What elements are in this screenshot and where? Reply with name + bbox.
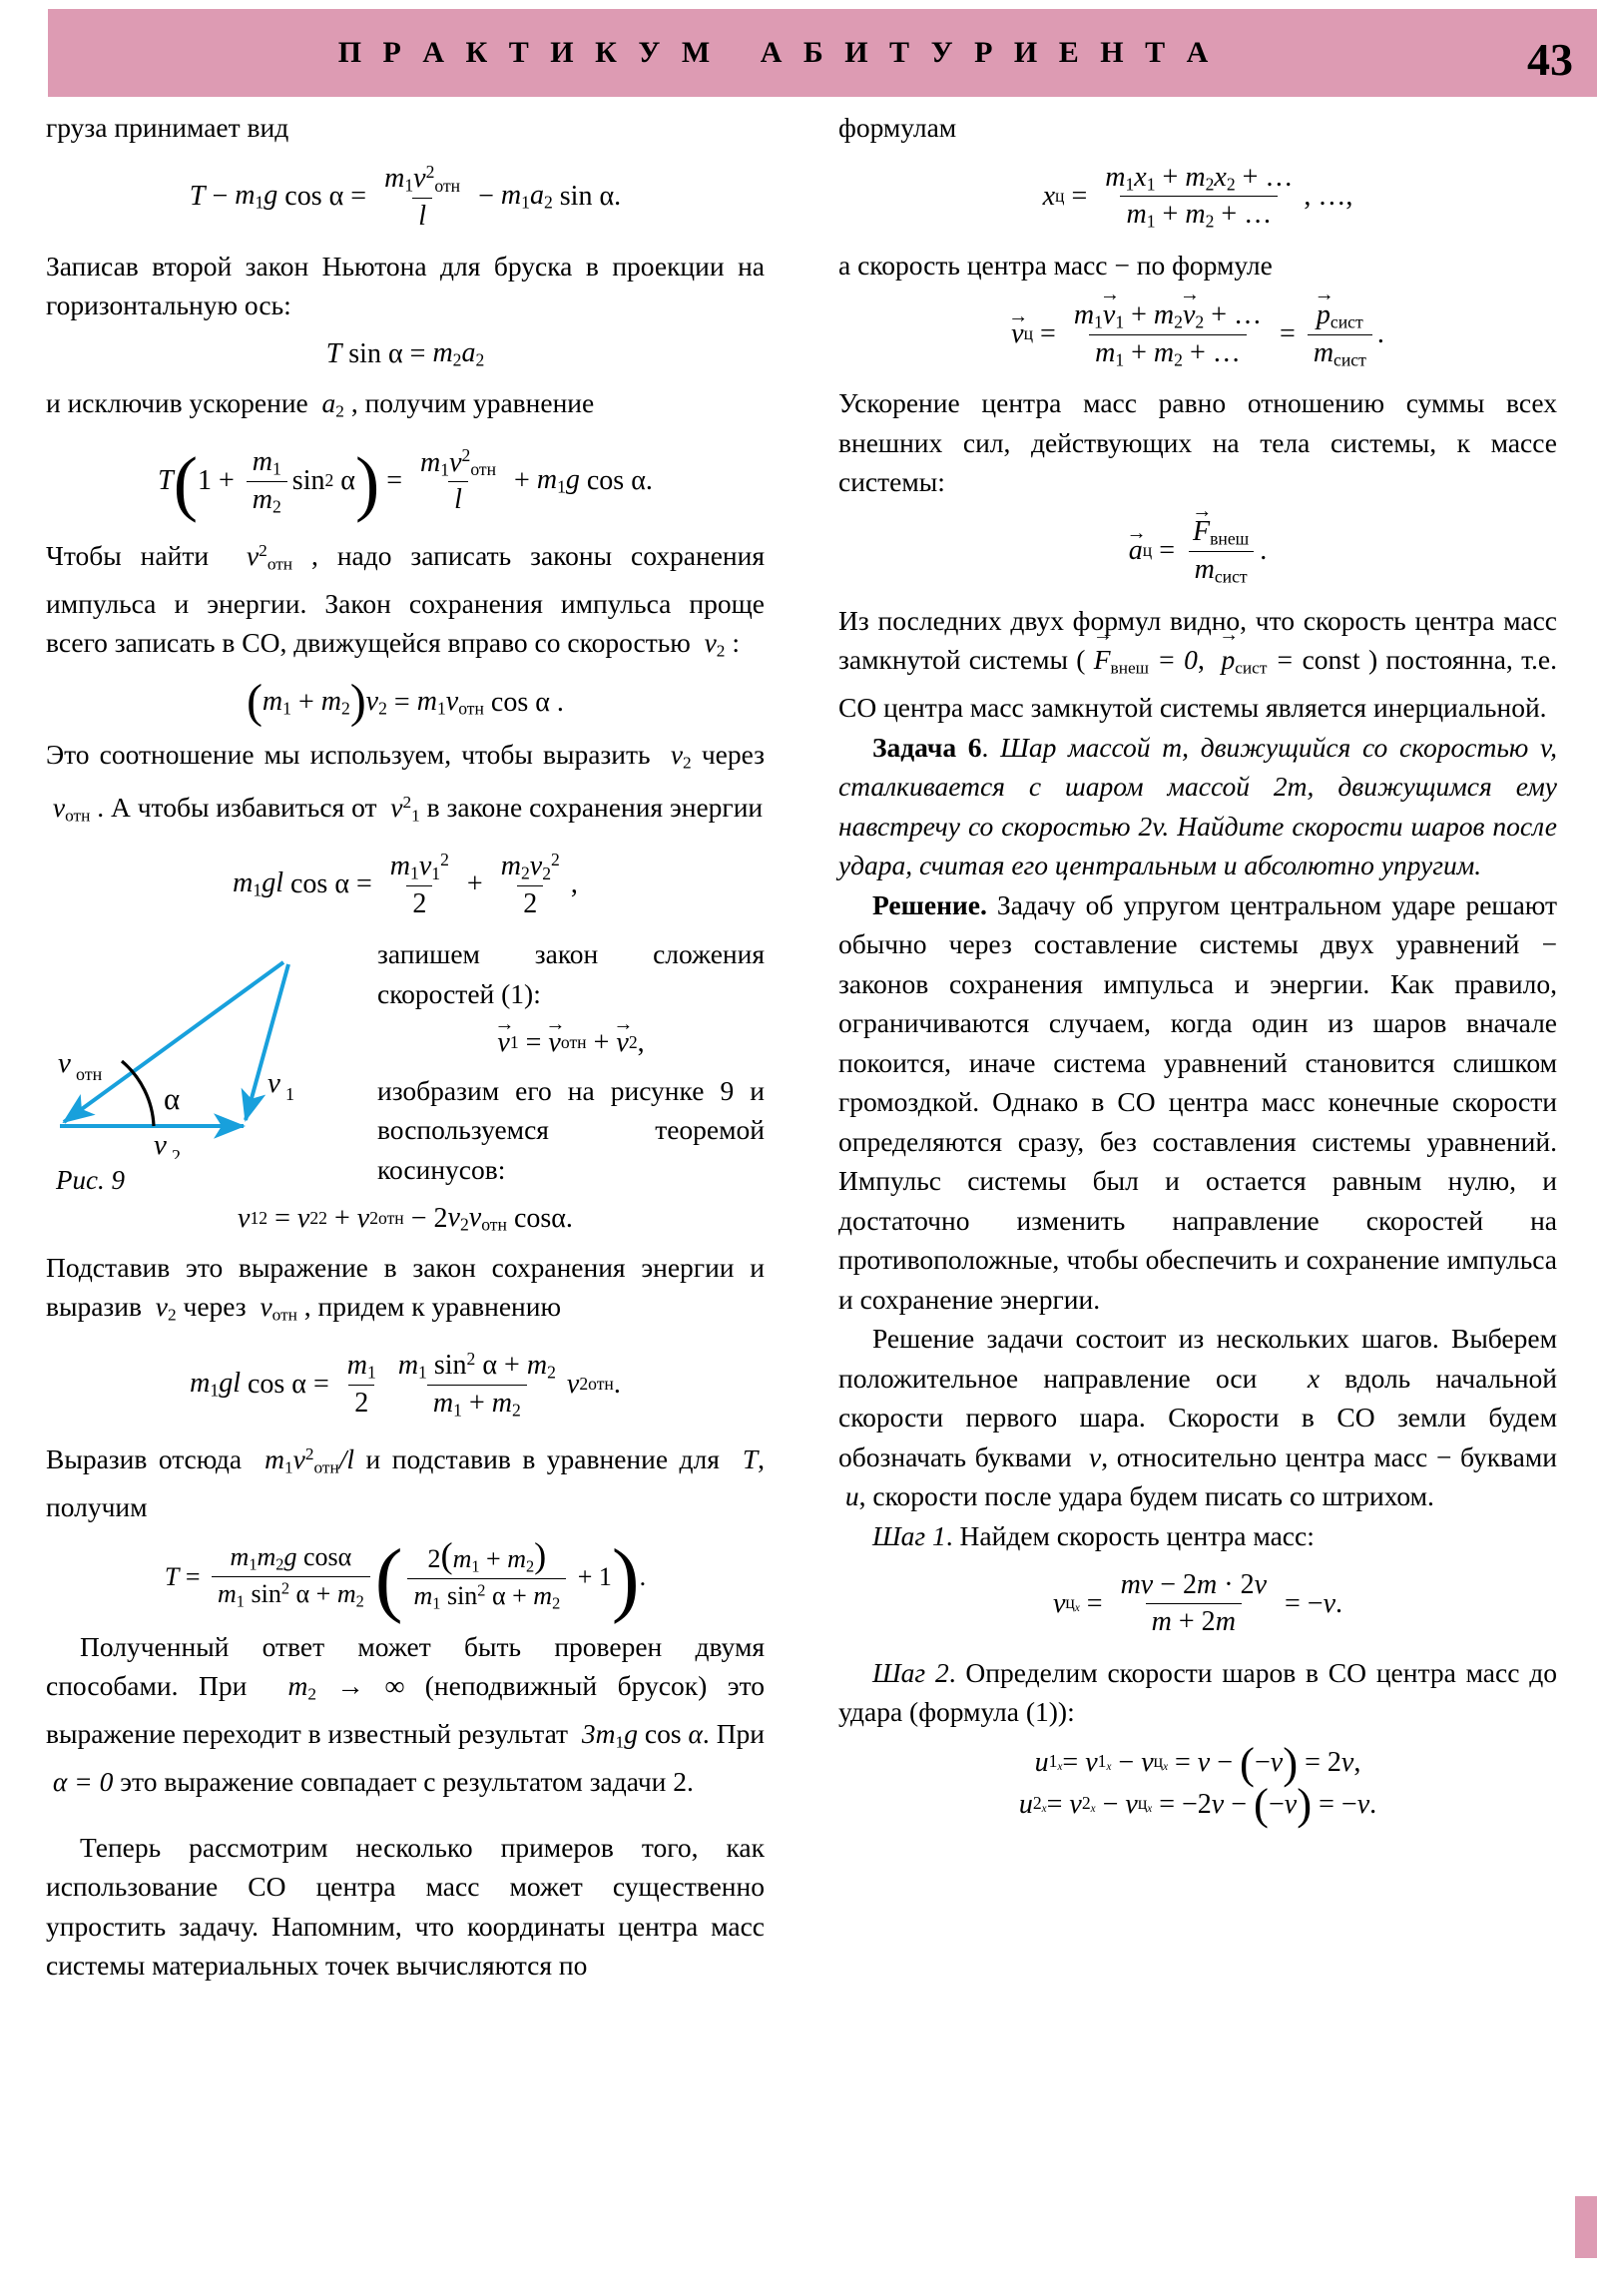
figure-9 [46,940,363,1196]
paragraph-l3-c: , получим уравнение [350,387,595,419]
paragraph-l6: запишем закон сложения скоростей (1): [377,938,765,1009]
solution-p2-c: вдоль начальной скорости первого шара. Скорости в СО земли будем обозначать буквами [838,1362,1558,1472]
page-number: 43 [1527,34,1573,85]
paragraph-l5-e: . А чтобы избавиться от [97,791,377,823]
paragraph-spacer [46,1802,765,1828]
page-body [0,108,1597,2284]
label-alpha: α [164,1081,181,1117]
task-statement: Шар массой m, движущийся со скоростью v, сталкивается с шаром массой 2m, движущимся ему навстречу со скоростью 2v. Найдите скорости шаров после удара, считая его центральным и абсолютно упругим. [838,731,1557,881]
paragraph-solution-1 [838,885,1557,1320]
right-column [838,108,1557,1837]
paragraph-l5-c: через [701,738,766,770]
equation-l9: T = $\frac{m_1m_2g \cos\alpha}{m_1 \sin^2 \alpha + m_2}$ ( $\frac{2(m_1 + m_2)}{m_1 \sin^2 \alpha + m_2}$ + 1 ) . [164,1531,647,1624]
angle-arc [122,1061,154,1126]
paragraph-r4-c: , [1197,644,1205,676]
equation-l6: v → 1 = v → отн + v → 2 , [46,1027,765,1057]
solution-label: Решение. [872,888,987,920]
label-v2-sub: 2 [172,1146,181,1160]
paragraph-l9: Выразив отсюда $m_1v^2_{отн}/l$ и подставив в уравнение для T, получим [46,1443,766,1523]
paragraph-l10: Полученный ответ может быть проверен двумя способами. При $m_2$ → ∞ (неподвижный брусок) это выражение переходит в известный результат $3m_1g$ cos α. При α = 0 это выражение совпадает с результатом задачи 2. [46,1630,766,1798]
paragraph-l3: и исключив ускорение $a_2$ , получим уравнение [46,387,595,421]
paragraph-l10-a: Полученный ответ может быть проверен двумя способами. При [46,1630,765,1702]
paragraph-r4-a: Из последних двух формул видно, что скорость центра масс замкнутой системы ( [838,604,1557,676]
task-dot: . [981,731,989,763]
equation-r3: a → ц = $\frac{F \to_{внеш}}{m_{сист}}$ . [838,516,1557,587]
paragraph-step-1 [838,1516,1557,1556]
figure-caption: Рис. 9 [56,1165,125,1196]
equation-l7: v 1 2 = v 2 2 + v 2 отн − 2 $v_2v_{отн}$ cos α. [238,1201,573,1235]
solution-p2-h: , скорости после удара будем писать со штрихом. [858,1480,1434,1512]
paragraph-l5: Это соотношение мы используем, чтобы выразить $v_2$ через $v_{отн}$ . А чтобы избавиться от $v^2_1$ в законе сохранения энергии [46,738,766,826]
equation-r5: u 1x = v 1x − v цx = v − ( − v ) = 2 v , [1034,1737,1361,1788]
left-column [46,108,765,1986]
paragraph-l3-a: и исключив ускорение [46,387,308,419]
paragraph-l9-a: Выразив отсюда [46,1443,243,1475]
solution-p2-f: буквами [1460,1440,1558,1472]
paragraph-l10-e: . При [702,1718,766,1750]
paragraph-l4-e: : [732,627,740,659]
step-1-label: Шаг 1 [872,1519,946,1551]
paragraph-l8-e: , придем к уравнению [303,1291,562,1323]
label-v1: v [267,1067,280,1100]
equation-l4: ( $m_1$ + $m_2$ ) $v_2$ = $m_1v_{отн}$ cos α . [247,676,564,729]
paragraph-l4-c: , надо записать законы сохранения импульса и энергии. Закон сохранения импульса проще всего записать в СО, движущейся вправо со скоростью [46,539,765,659]
paragraph-l10-g: это выражение совпадает с результатом задачи 2. [120,1766,694,1798]
page-edge-tab [1575,2196,1597,2258]
equation-r2: v → ц = $\frac{m_1v \to_1 + m_2v \to_2 + \dots}{m_1 + m_2 + \dots}$ = $\frac{p \to_{сист}}{m_{сист}}$ . [838,299,1557,370]
paragraph-l8-a: Подставив это выражение в закон сохранения энергии и выразив [46,1251,765,1323]
equation-r6: u 2x = v 2x − v цx = −2 v − ( − v ) = − v . [1018,1779,1377,1830]
paragraph-l4-a: Чтобы найти [46,539,210,571]
solution-body-1: Задачу об упругом центральном ударе решают обычно через составление системы двух уравнений − законов сохранения импульса и энергии. Как правило, ограничиваются случаем, когда один из шаров вначале покоится, иначе система уравнений становится слишком громоздкой. Однако в СО центра масс конечные скорости определяются сразу, без составления системы уравнений. Импульс системы был и остается равным нулю, и достаточно изменить направление скоростей на противоположные, чтобы обеспечить и сохранение импульса и сохранение энергии. [838,888,1557,1315]
paragraph-l7: изобразим его на рисунке 9 и воспользуемся теоремой косинусов: [377,1074,765,1185]
paragraph-solution-2: Решение задачи состоит из нескольких шагов. Выберем положительное направление оси x вдоль начальной скорости первого шара. Скорости в СО земли будем обозначать буквами v, относительно центра масс − буквами u, скорости после удара будем писать со штрихом. [838,1323,1558,1512]
running-head-band [48,9,1597,97]
equation-r4: v цx = $\frac{mv - 2m \cdot 2v}{m + 2m}$ = − v . [1052,1569,1343,1638]
equation-l5: $m_1gl$ cos α = $\frac{m_1v_1^2}{2}$ + $\frac{m_2v_2^2}{2}$ , [233,849,578,919]
paragraph-r1: формулам [838,112,957,143]
paragraph-l5-g: в законе сохранения энергии [426,791,764,823]
label-v-otn: v [58,1047,71,1080]
paragraph-l10-c: (неподвижный брусок) это выражение переходит в известный результат [46,1670,765,1750]
paragraph-r4: Из последних двух формул видно, что скорость центра масс замкнутой системы ( $F \to_{внеш} = 0$, $p \to_{сист}$ = const ) постоянна, т.е. СО центра масс замкнутой системы является инерциальной. [838,601,1557,728]
equation-r1: x ц = $\frac{m_1x_1 + m_2x_2 + \dots}{m_1 + m_2 + \dots}$ , …, [1042,161,1353,232]
paragraph-task-6 [838,728,1557,885]
paragraph-l9-e: , получим [46,1443,766,1523]
paragraph-r2: а скорость центра масс − по формуле [838,250,1273,282]
equation-l3: T ( 1 + $\frac{m_1}{m_2}$ sin 2 α ) = $\frac{m_1v^2_{отн}}{l}$ + $m_1g$ cos α. [158,442,653,523]
equation-l1: T − $m_1g$ cos α = $\frac{m_1v^2_{отн}}{l}$ − $m_1a_2$ sin α. [189,161,622,232]
step-2-text: . Определим скорости шаров в СО центра масс до удара (формула (1)): [838,1656,1557,1728]
label-v-otn-sub: отн [76,1064,103,1085]
equation-l2: T sin α = $m_2a_2$ [325,337,485,370]
step-2-label: Шаг 2 [872,1656,949,1688]
paragraph-l4: Чтобы найти $v^2_{отн}$ , надо записать законы сохранения импульса и энергии. Закон сохранения импульса проще всего записать в СО, движущейся вправо со скоростью $v_2$ : [46,539,765,661]
label-v2: v [154,1129,167,1160]
paragraph-l8-c: через [183,1291,247,1323]
velocity-triangle-diagram [46,944,350,1159]
running-head-title: П Р А К Т И К У М А Б И Т У Р И Е Н Т А [337,36,1216,69]
paragraph-l8: Подставив это выражение в закон сохранения энергии и выразив $v_2$ через $v_{отн}$ , придем к уравнению [46,1251,765,1325]
paragraph-l2: Записав второй закон Ньютона для бруска в проекции на горизонтальную ось: [46,250,765,321]
step-1-text: . Найдем скорость центра масс: [945,1519,1315,1551]
label-v1-sub: 1 [285,1084,294,1105]
paragraph-step-2 [838,1653,1557,1732]
paragraph-r4-e: ) постоянна, т.е. СО центра масс замкнутой системы является инерциальной. [838,644,1558,724]
equation-l8: $m_1gl$ cos α = $\frac{m_1}{2}$ $\frac{m_1 \sin^2 \alpha + m_2}{m_1 + m_2}$ v 2 отн . [190,1349,621,1421]
figure-9-canvas [46,944,350,1169]
paragraph-l11: Теперь рассмотрим несколько примеров того, как использование СО центра масс может существенно упростить задачу. Напомним, что координаты центра масс системы материальных точек вычисляются по [46,1831,765,1982]
paragraph-l5-a: Это соотношение мы используем, чтобы выразить [46,738,651,770]
paragraph-l9-c: и подставив в уравнение для [365,1443,720,1475]
task-label: Задача 6 [872,731,982,763]
paragraph-l1: груза принимает вид [46,112,289,143]
paragraph-r3: Ускорение центра масс равно отношению суммы всех внешних сил, действующих на тела системы, к массе системы: [838,387,1557,498]
solution-p2-a: Решение задачи состоит из нескольких шагов. Выберем положительное направление оси [838,1323,1557,1394]
solution-p2-e: , относительно центра масс − [1101,1440,1452,1472]
